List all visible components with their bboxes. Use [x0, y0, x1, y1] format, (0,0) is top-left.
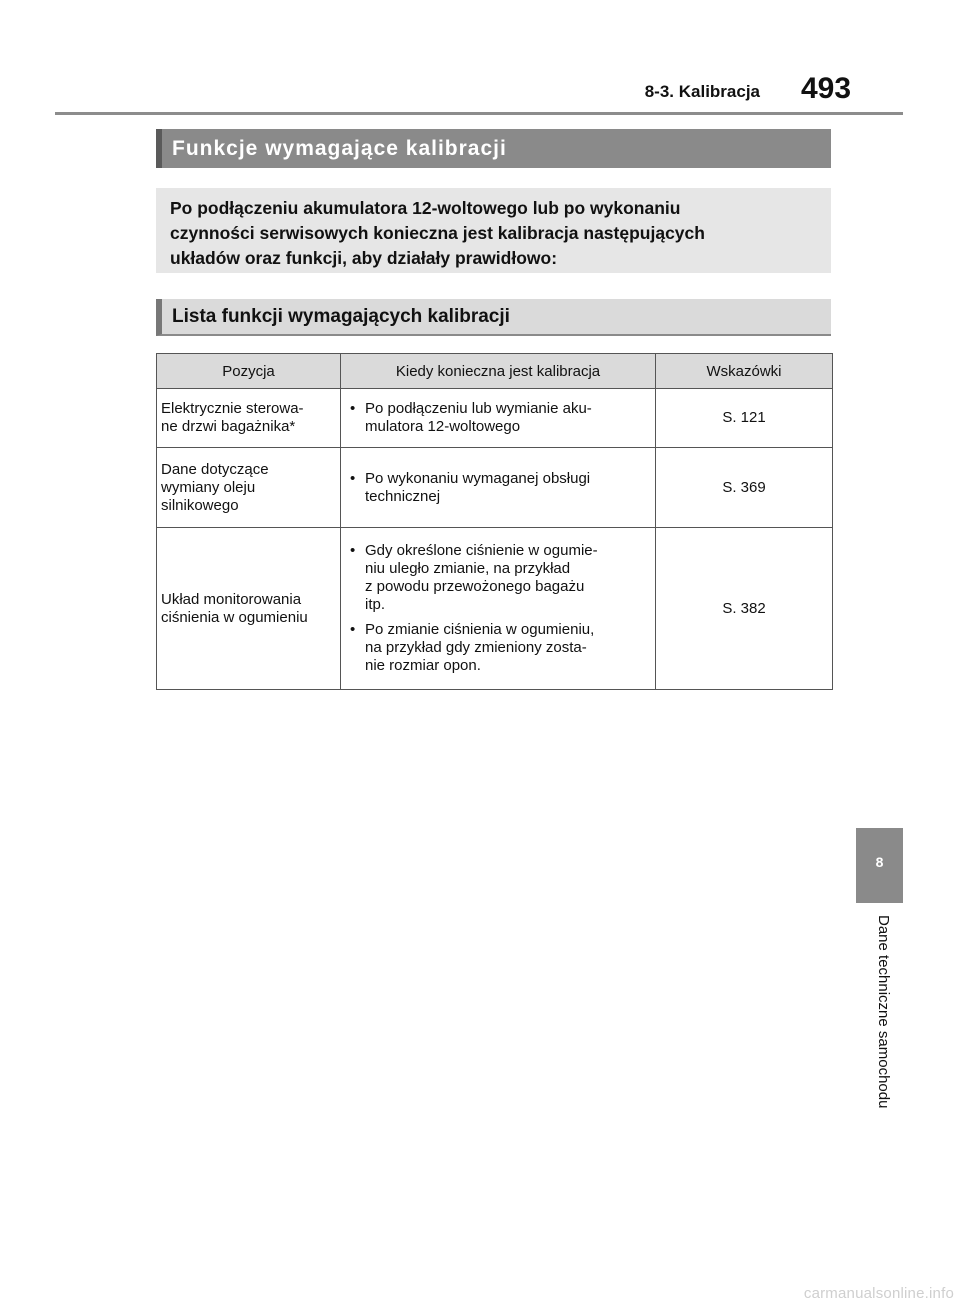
position-line: Układ monitorowania	[161, 590, 302, 608]
position-line: Dane dotyczące	[161, 460, 269, 478]
table-row	[157, 389, 833, 448]
section-subtitle: Lista funkcji wymagających kalibracji	[172, 306, 510, 327]
section-title: 8-3. Kalibracja	[644, 82, 760, 101]
condition-item: • Po wykonaniu wymaganej obsługi technicznej	[345, 470, 651, 506]
table-row	[157, 448, 833, 528]
subtitle-bar	[156, 299, 831, 336]
title-bar	[156, 129, 831, 168]
position-cell	[157, 448, 341, 528]
header-divider	[55, 112, 903, 115]
condition-cell	[341, 389, 656, 448]
reference-cell: S. 382	[656, 528, 833, 690]
column-header: Pozycja	[157, 354, 341, 389]
table-header-row	[157, 354, 833, 389]
intro-line: układów oraz funkcji, aby działały prawidłowo:	[170, 248, 558, 268]
intro-line: Po podłączeniu akumulatora 12-woltowego lub po wykonaniu	[170, 198, 681, 218]
watermark: carmanualsonline.info	[803, 1285, 954, 1302]
intro-line: czynności serwisowych konieczna jest kalibracja następujących	[170, 223, 705, 243]
chapter-tab	[856, 828, 903, 903]
page-number: 493	[801, 72, 852, 105]
intro-box	[156, 188, 831, 273]
condition-item: • Gdy określone ciśnienie w ogumie- niu uległo zmianie, na przykład z powodu przewożonego bagażu itp.	[345, 542, 651, 614]
table-row	[157, 528, 833, 690]
position-line: Elektrycznie sterowa-	[161, 400, 304, 417]
condition-cell	[341, 528, 656, 690]
chapter-label: Dane techniczne samochodu	[875, 915, 892, 1109]
chapter-number: 8	[875, 854, 884, 870]
reference-cell: S. 121	[656, 389, 833, 448]
position-cell	[157, 389, 341, 448]
position-line: ne drzwi bagażnika*	[161, 418, 296, 435]
condition-cell	[341, 448, 656, 528]
position-line: wymiany oleju	[161, 478, 256, 496]
page-title: Funkcje wymagające kalibracji	[172, 137, 507, 160]
column-header: Wskazówki	[656, 354, 833, 389]
condition-item: • Po podłączeniu lub wymianie aku- mulatora 12-woltowego	[345, 400, 651, 436]
calibration-table	[156, 353, 833, 690]
position-line: ciśnienia w ogumieniu	[161, 608, 308, 626]
position-line: silnikowego	[161, 496, 239, 514]
position-cell	[157, 528, 341, 690]
condition-item: • Po zmianie ciśnienia w ogumieniu, na przykład gdy zmieniony zosta- nie rozmiar opon.	[345, 621, 651, 675]
column-header: Kiedy konieczna jest kalibracja	[341, 354, 656, 389]
reference-cell: S. 369	[656, 448, 833, 528]
